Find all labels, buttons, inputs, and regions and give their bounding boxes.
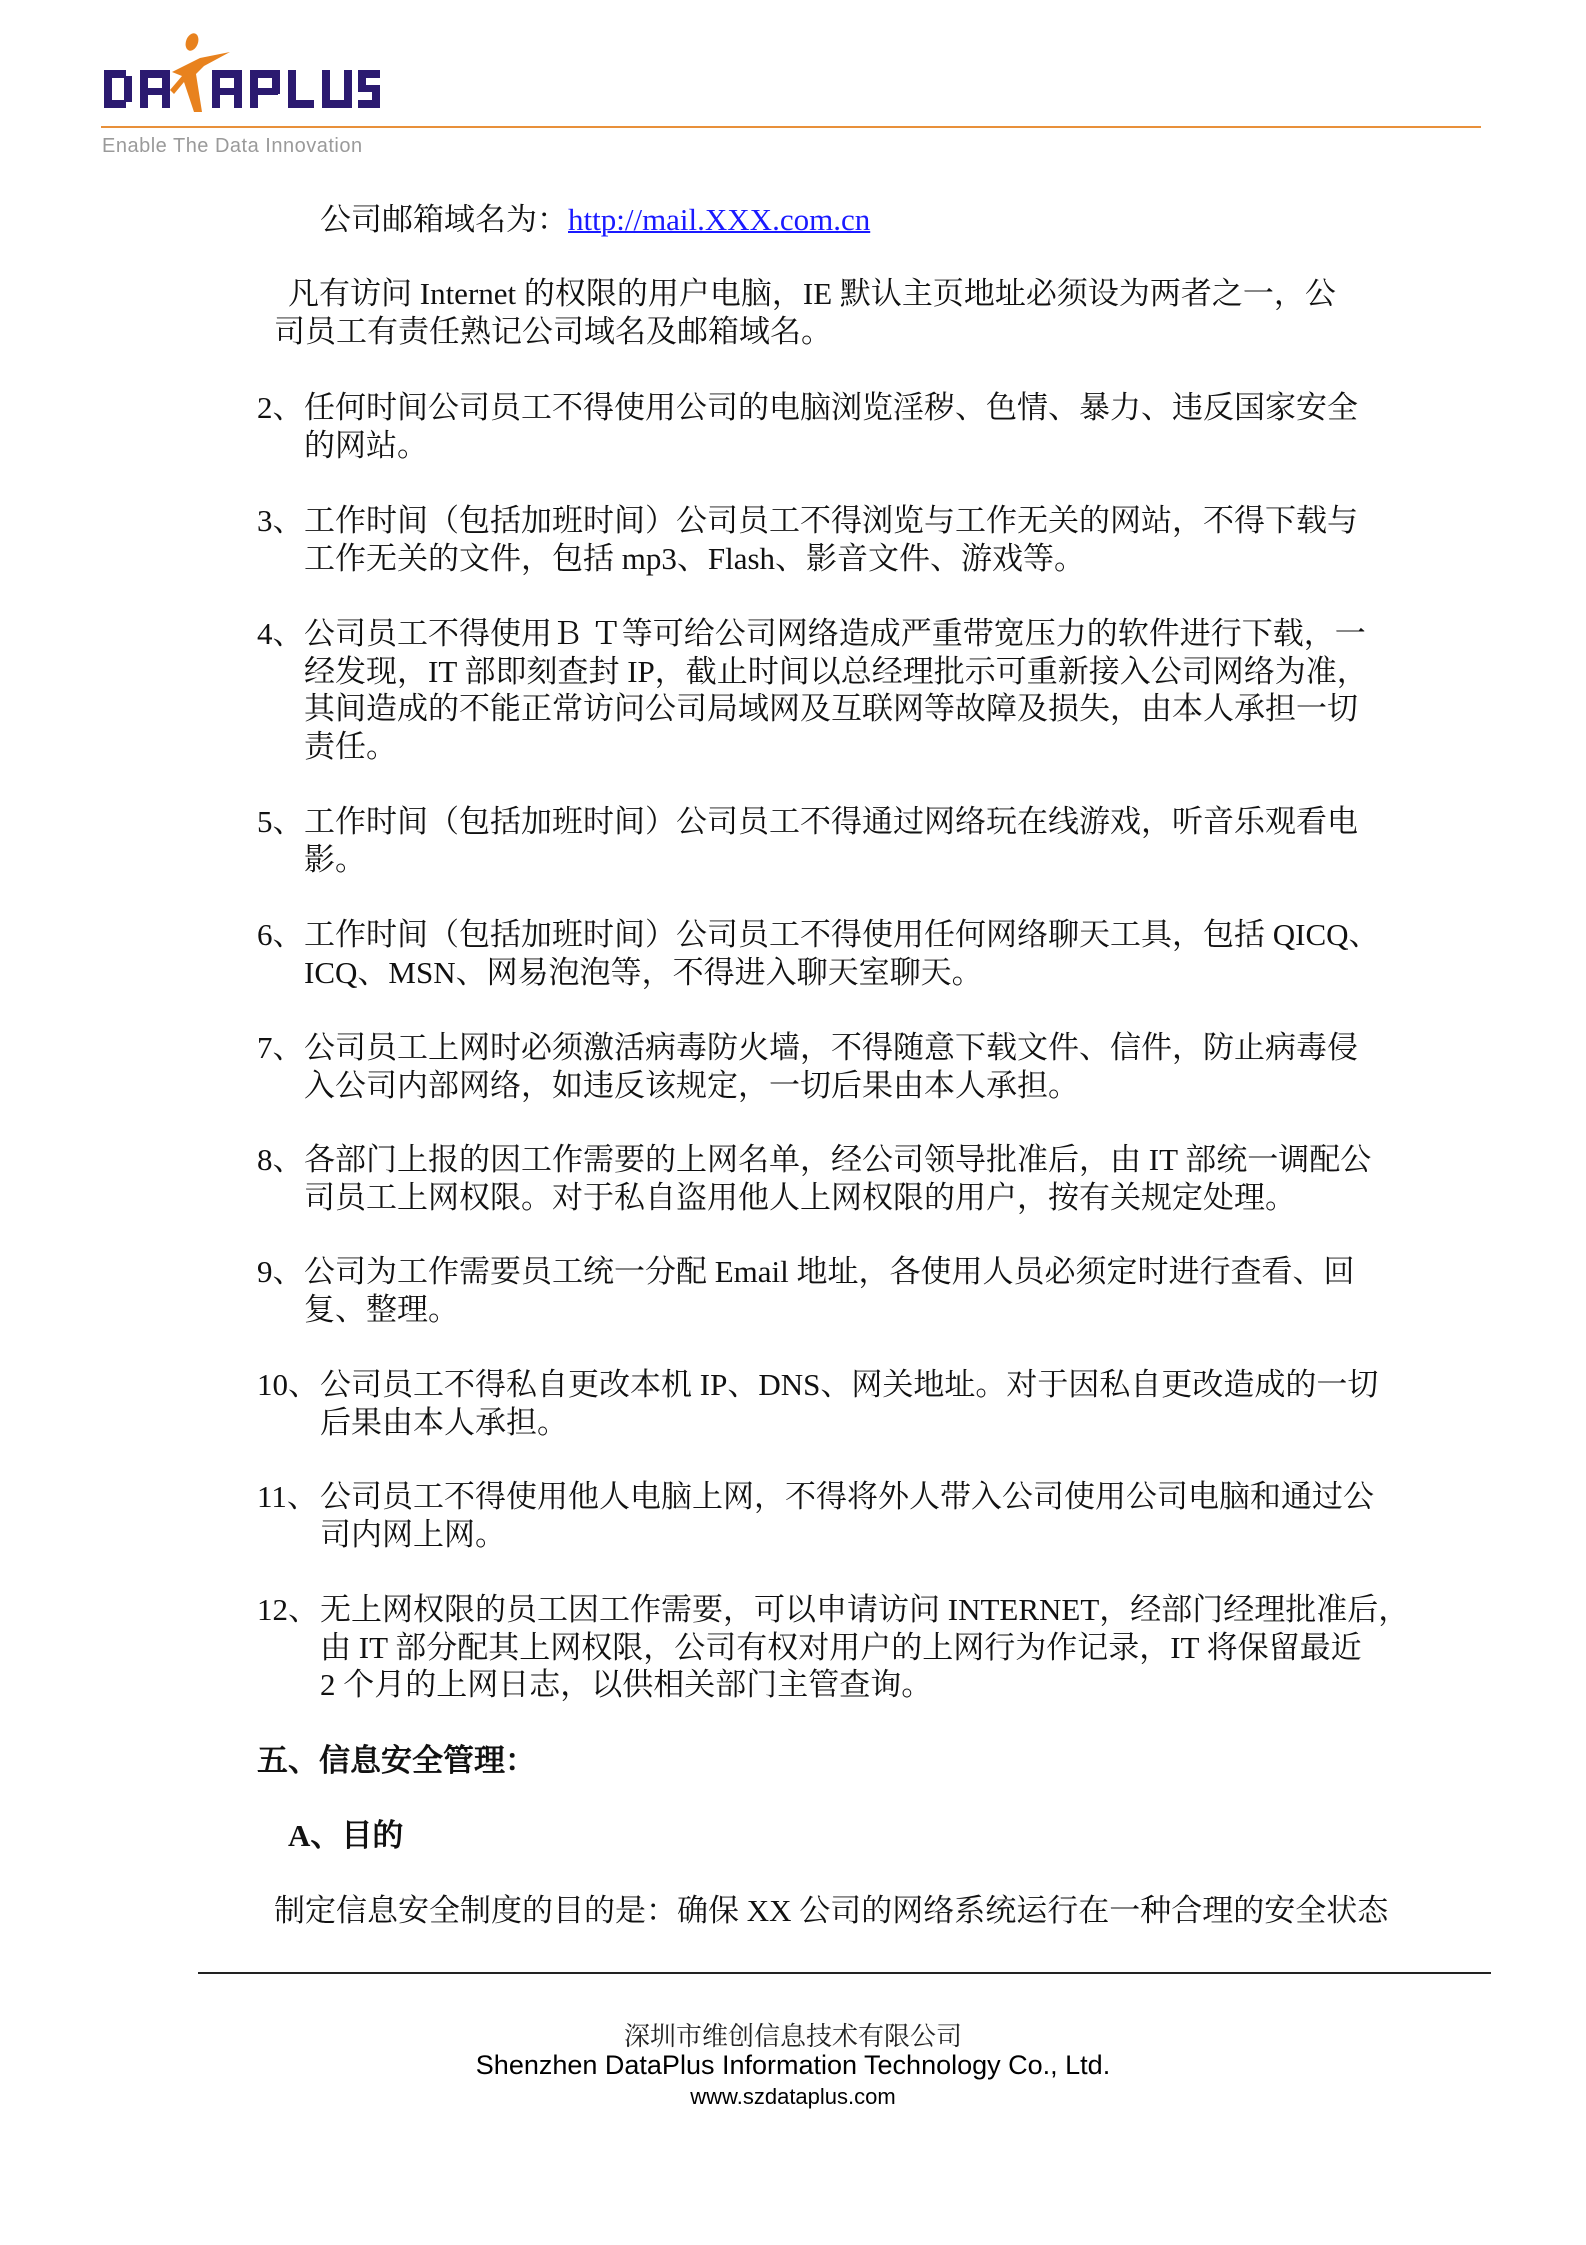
paragraph-line: 复、整理。 <box>304 1291 459 1327</box>
paragraph-line: 责任。 <box>304 728 397 764</box>
paragraph-line: 制定信息安全制度的目的是：确保 XX 公司的网络系统运行在一种合理的安全状态 <box>274 1893 1389 1928</box>
paragraph-line: 工作时间（包括加班时间）公司员工不得通过网络玩在线游戏，听音乐观看电 <box>304 804 1358 839</box>
section-heading: 五、信息安全管理： <box>257 1743 536 1778</box>
tagline: Enable The Data Innovation <box>102 135 363 157</box>
dataplus-logo <box>100 32 380 122</box>
email-label: 公司邮箱域名为： <box>320 202 568 237</box>
subheading: A、目的 <box>288 1818 404 1853</box>
list-number: 12、 <box>257 1592 319 1627</box>
list-number: 4、 <box>257 616 304 651</box>
paragraph-line: 经发现，IT 部即刻查封 IP，截止时间以总经理批示可重新接入公司网络为准， <box>304 653 1368 689</box>
email-domain-line <box>320 201 870 239</box>
paragraph-line: 公司为工作需要员工统一分配 Email 地址，各使用人员必须定时进行查看、回 <box>304 1254 1355 1289</box>
paragraph-line: 任何时间公司员工不得使用公司的电脑浏览淫秽、色情、暴力、违反国家安全 <box>304 390 1358 425</box>
paragraph-line: 公司员工上网时必须激活病毒防火墙，不得随意下载文件、信件，防止病毒侵 <box>304 1030 1358 1065</box>
list-number: 8、 <box>257 1142 304 1177</box>
paragraph-line: 2 个月的上网日志，以供相关部门主管查询。 <box>320 1667 933 1702</box>
paragraph-line: 各部门上报的因工作需要的上网名单，经公司领导批准后，由 IT 部统一调配公 <box>304 1142 1372 1177</box>
paragraph-line: 其间造成的不能正常访问公司局域网及互联网等故障及损失，由本人承担一切 <box>304 691 1358 726</box>
paragraph-line: 公司员工不得使用Ｂ Ｔ等可给公司网络造成严重带宽压力的软件进行下载，一 <box>304 616 1366 651</box>
paragraph-line: 司内网上网。 <box>320 1516 506 1552</box>
footer-website: www.szdataplus.com <box>690 2084 896 2109</box>
list-number: 2、 <box>257 390 304 425</box>
footer-company-en: Shenzhen DataPlus Information Technology Co., Ltd. <box>475 2050 1111 2080</box>
list-number: 6、 <box>257 917 304 952</box>
paragraph-line: 后果由本人承担。 <box>320 1404 568 1440</box>
paragraph-line: 工作时间（包括加班时间）公司员工不得浏览与工作无关的网站，不得下载与 <box>304 503 1358 538</box>
footer-company-cn: 深圳市维创信息技术有限公司 <box>623 2022 962 2051</box>
paragraph-line: 影。 <box>304 841 366 877</box>
paragraph-line: 司员工有责任熟记公司域名及邮箱域名。 <box>274 313 832 349</box>
list-number: 5、 <box>257 804 304 839</box>
list-number: 11、 <box>257 1479 318 1514</box>
paragraph-line: 入公司内部网络，如违反该规定，一切后果由本人承担。 <box>304 1067 1079 1103</box>
paragraph-line: 司员工上网权限。对于私自盗用他人上网权限的用户，按有关规定处理。 <box>304 1179 1296 1215</box>
paragraph-line: 工作时间（包括加班时间）公司员工不得使用任何网络聊天工具，包括 QICQ、 <box>304 917 1380 952</box>
paragraph-line: ICQ、MSN、网易泡泡等，不得进入聊天室聊天。 <box>304 954 983 990</box>
paragraph-line: 无上网权限的员工因工作需要，可以申请访问 INTERNET，经部门经理批准后， <box>320 1592 1410 1627</box>
paragraph-line: 工作无关的文件，包括 mp3、Flash、影音文件、游戏等。 <box>304 540 1086 576</box>
paragraph-line: 凡有访问 Internet 的权限的用户电脑，IE 默认主页地址必须设为两者之一，公 <box>288 276 1336 311</box>
footer-rule <box>198 1972 1491 1974</box>
list-number: 10、 <box>257 1367 319 1402</box>
paragraph-line: 由 IT 部分配其上网权限，公司有权对用户的上网行为作记录，IT 将保留最近 <box>320 1629 1362 1665</box>
header-rule <box>101 126 1481 128</box>
list-number: 9、 <box>257 1254 304 1289</box>
paragraph-line: 公司员工不得私自更改本机 IP、DNS、网关地址。对于因私自更改造成的一切 <box>320 1367 1379 1402</box>
list-number: 3、 <box>257 503 304 538</box>
email-link[interactable]: http://mail.XXX.com.cn <box>568 202 871 237</box>
paragraph-line: 的网站。 <box>304 427 428 463</box>
paragraph-line: 公司员工不得使用他人电脑上网，不得将外人带入公司使用公司电脑和通过公 <box>320 1479 1374 1514</box>
list-number: 7、 <box>257 1030 304 1065</box>
